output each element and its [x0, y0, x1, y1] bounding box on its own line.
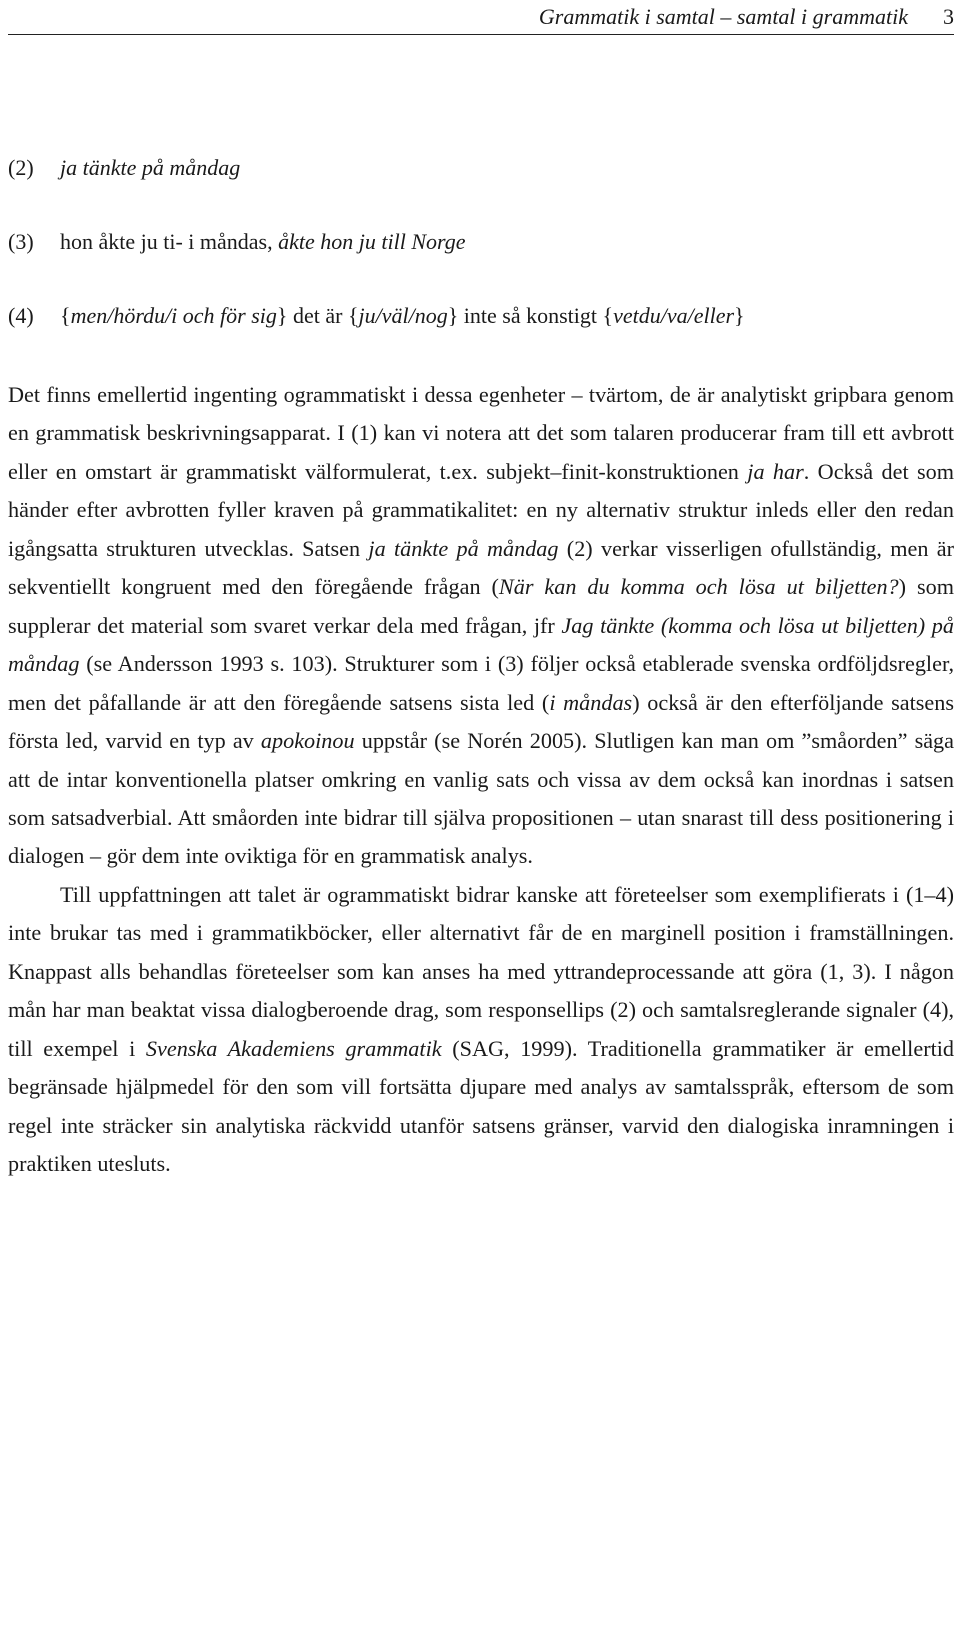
example-text: [60, 303, 745, 328]
paragraph: [8, 876, 954, 1184]
italic-run: apokoinou: [260, 728, 355, 754]
body-text: [8, 376, 954, 1184]
text-run: Det finns emellertid ingenting ogrammatiskt i dessa egenheter – tvärtom, de är analytiskt gripbara genom en grammatisk beskrivningsapparat. I (1) kan vi notera att det som talaren producerar fram till ett avbrott eller en omstart är grammatiskt välformulerat, t.ex. subjekt–finit-konstruktionen: [8, 382, 954, 484]
text-run: (SAG, 1999). Traditionella grammatiker är emellertid begränsade hjälpmedel för den som vill fortsätta djupare med analys av samtalsspråk, eftersom de som regel inte sträcker sin analytiska räckvidd utanför satsens gränser, varvid den dialogiska inramningen i praktiken utesluts.: [8, 1035, 954, 1177]
italic-run: åkte hon ju till Norge: [278, 229, 466, 254]
example-number: (3): [8, 229, 34, 254]
text-run: Till uppfattningen att talet är ogrammatiskt bidrar kanske att företeelser som exemplifierats i (1–4) inte brukar tas med i grammatikböcker, eller alternativt får de en marginell position i framställningen. Knappast alls behandlas företeelser som kan anses ha med yttrandeprocessande att göra (1, 3). I någon mån har man beaktat vissa dialogberoende drag, som responsellips (2) och samtalsreglerande signaler (4), till exempel i: [8, 881, 954, 1061]
example-text: [60, 229, 466, 254]
italic-run: När kan du komma och lösa ut biljetten?: [498, 574, 899, 600]
example-number: (4): [8, 303, 34, 328]
example-text: [60, 155, 240, 180]
text-run: hon åkte ju ti- i måndas,: [60, 229, 279, 254]
running-title: Grammatik i samtal – samtal i grammatik: [538, 4, 908, 29]
text-run: } det är {: [276, 303, 359, 328]
text-run: } inte så konstigt {: [447, 303, 614, 328]
text-run: ) också är den efterföljande satsens första led, varvid en typ av: [8, 689, 954, 754]
example-number: (2): [8, 155, 34, 180]
italic-run: i måndas: [549, 689, 633, 715]
text-run: }: [734, 303, 745, 328]
text-run: (2) verkar visserligen ofullständig, men är sekventiellt kongruent med den föregående frågan (: [8, 535, 954, 600]
running-header: [8, 2, 954, 35]
italic-run: men/hördu/i och för sig: [70, 303, 277, 328]
italic-run: Jag tänkte (komma och lösa ut biljetten) på måndag: [8, 612, 954, 677]
text-run: (se Andersson 1993 s. 103). Strukturer som i (3) följer också etablerade svenska ordföljdsregler, men det påfallande är att den föregående satsens sista led (: [8, 651, 954, 715]
text-run: uppstår (se Norén 2005). Slutligen kan man om ”småorden” säga att de intar konventionella platser omkring en vanlig sats och vissa av dem också kan inordnas i satsen som satsadverbial. Att småorden inte bidrar till själva propositionen – utan snarast till dess positionering i dialogen – gör dem inte oviktiga för en grammatisk analys.: [8, 728, 954, 869]
italic-run: Svenska Akademiens grammatik: [145, 1035, 442, 1061]
italic-run: vetdu/va/eller: [613, 303, 735, 328]
example-item: [8, 298, 954, 372]
page-number: 3: [943, 4, 954, 29]
example-item: [8, 150, 954, 224]
text-run: {: [60, 303, 71, 328]
italic-run: ja tänkte på måndag: [60, 155, 241, 180]
text-run: ) som supplerar det material som svaret verkar dela med frågan, jfr: [8, 574, 955, 638]
italic-run: ja har: [747, 458, 804, 484]
example-list: [8, 150, 954, 372]
example-item: [8, 224, 954, 298]
paragraph: [8, 376, 954, 876]
italic-run: ja tänkte på måndag: [368, 535, 559, 561]
italic-run: ju/väl/nog: [358, 303, 448, 328]
text-run: . Också det som händer efter avbrotten fyller kraven på grammatikalitet: en ny alternativ struktur inleds eller den redan igångsatta strukturen utvecklas. Satsen: [8, 458, 954, 561]
